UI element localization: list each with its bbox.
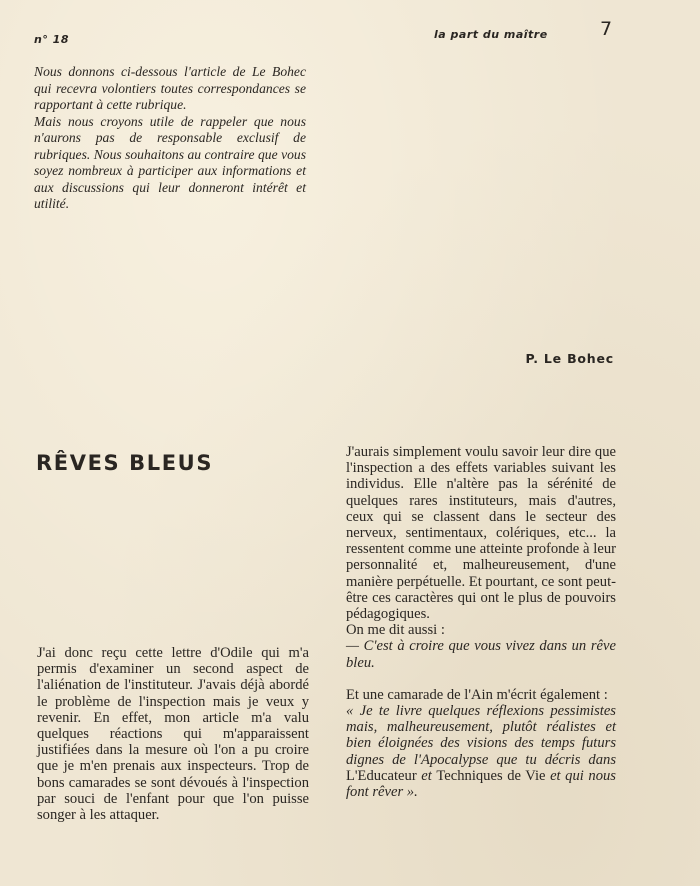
- intro-paragraph-2: Mais nous croyons utile de rappeler que nous n'aurons pas de responsable exclusif de rubriques. Nous souhaitons au contraire que vous soyez nombreux à participer aux informations et aux discussions qui leur donneront intérêt et utilité.: [34, 113, 306, 211]
- quote-2-title-techniques: Techniques de Vie: [436, 767, 546, 784]
- right-paragraph-1: J'aurais simplement voulu savoir leur dire que l'inspection a des effets variables suivant les individus. Elle n'altère pas la sérénité de quelques rares instituteurs, mais d'autres, ceux qui se classent dans le secteur des nerveux, sentimentaux, colériques, etc... la ressentent comme une atteinte profonde à leur personnalité et, malheureusement, d'une manière perpétuelle. Et pourtant, ce sont peut-être ces caractères qui ont le plus de pouvoirs pédagogiques.: [346, 444, 616, 623]
- right-paragraph-2: On me dit aussi :: [346, 622, 445, 639]
- author-signature: P. Le Bohec: [525, 351, 614, 366]
- issue-number: n° 18: [34, 33, 69, 46]
- running-title: la part du maître: [434, 28, 548, 41]
- right-quote-1: — C'est à croire que vous vivez dans un rêve bleu.: [346, 638, 616, 671]
- editorial-intro: [34, 64, 306, 213]
- right-paragraph-3: Et une camarade de l'Ain m'écrit également :: [346, 686, 608, 703]
- quote-2-part-c: et: [416, 767, 437, 784]
- left-paragraph-1: J'ai donc reçu cette lettre d'Odile qui m'a permis d'examiner un second aspect de l'aliénation de l'instituteur. J'avais déjà abordé le problème de l'inspection mais je veux y revenir. En effet, mon article m'a valu quelques réactions qui m'apparaissent justifiées dans la mesure où l'on a pu croire que je m'en prenais aux inspecteurs. Trop de bons camarades se sont dévoués à l'inspection par souci de l'enfant pour que l'on puisse songer à les attaquer.: [37, 645, 309, 824]
- quote-2-part-e: et qui nous font rêver ».: [346, 767, 616, 801]
- quote-2-title-educateur: L'Educateur: [346, 767, 417, 784]
- quote-2-part-a: « Je te livre quelques réflexions pessimistes mais, malheureusement, plutôt réalistes et bien éloignées des visions des temps futurs dignes de l'Apocalypse que tu décris dans: [346, 703, 616, 768]
- paragraph-gap: [346, 671, 616, 687]
- article-left-column: [37, 645, 309, 823]
- page-number: 7: [600, 18, 613, 40]
- right-quote-2: [346, 703, 616, 800]
- article-right-column: [346, 444, 616, 800]
- intro-paragraph-1: Nous donnons ci-dessous l'article de Le Bohec qui recevra volontiers toutes correspondances se rapportant à cette rubrique.: [34, 64, 306, 112]
- article-title: RÊVES BLEUS: [36, 451, 214, 475]
